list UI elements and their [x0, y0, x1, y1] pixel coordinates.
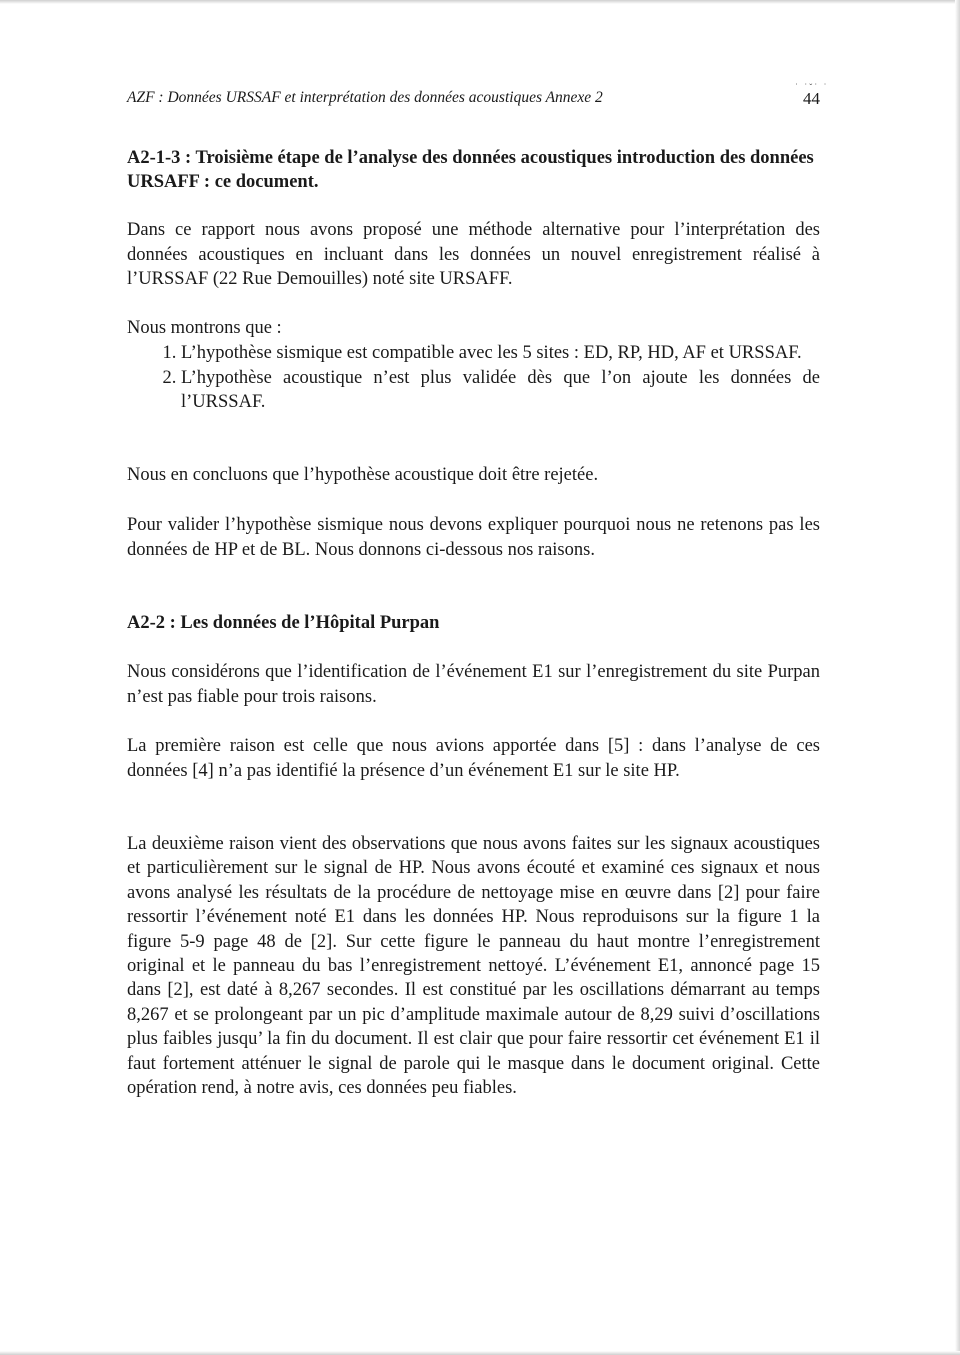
section-heading: A2-1-3 : Troisième étape de l’analyse des données acoustiques introduction des données URSAFF : ce document.	[127, 148, 814, 192]
paragraph: Nous considérons que l’identification de l’événement E1 sur l’enregistrement du site Purpan n’est pas fiable pour trois raisons.	[127, 662, 820, 707]
scan-edge-right	[955, 0, 960, 1355]
section-heading: A2-2 : Les données de l’Hôpital Purpan	[127, 613, 440, 633]
list-item: 1. L’hypothèse sismique est compatible avec les 5 sites : ED, RP, HD, AF et URSSAF.	[181, 341, 820, 366]
scan-speck-mark: ˙ ˙ˇ˙ ˙	[795, 82, 829, 92]
paragraph: La première raison est celle que nous avions apportée dans [5] : dans l’analyse de ces données [4] n’a pas identifié la présence d’un événement E1 sur le site HP.	[127, 736, 820, 781]
paragraph: Pour valider l’hypothèse sismique nous devons expliquer pourquoi nous ne retenons pas les données de HP et de BL. Nous donnons ci-dessous nos raisons.	[127, 515, 820, 560]
numbered-list	[127, 341, 820, 415]
list-item: 2. L’hypothèse acoustique n’est plus validée dès que l’on ajoute les données de l’URSSAF.	[181, 366, 820, 415]
paragraph: Nous montrons que :	[127, 318, 282, 338]
running-header-title: AZF : Données URSSAF et interprétation des données acoustiques Annexe 2	[127, 89, 603, 106]
paragraph: La deuxième raison vient des observations que nous avons faites sur les signaux acoustiques et particulièrement sur le signal de HP. Nous avons écouté et examiné ces signaux et nous avons analysé les résultats de la procédure de nettoyage mise en œuvre dans [2] pour faire ressortir l’événement noté E1 dans les données HP. Nous reproduisons sur la figure 1 la figure 5-9 page 48 de [2]. Sur cette figure le panneau du haut montre l’enregistrement original et le panneau du bas l’enregistrement nettoyé. L’événement E1, annoncé page 15 dans [2], est daté à 8,267 secondes. Il est constitué par les oscillations démarrant au temps 8,267 et se prolongeant par un pic d’amplitude maximale autour de 8,29 suivi d’oscillations plus faibles jusqu’ la fin du document. Il est clair que pour faire ressortir cet événement E1 il faut fortement atténuer le signal de parole qui le masque dans le document original. Cette opération rend, à notre avis, ces données peu fiables.	[127, 834, 820, 1099]
scan-edge-top	[0, 0, 960, 4]
paragraph: Dans ce rapport nous avons proposé une méthode alternative pour l’interprétation des données acoustiques en incluant dans les données un nouvel enregistrement réalisé à l’URSSAF (22 Rue Demouilles) noté site URSAFF.	[127, 220, 820, 289]
scan-edge-bottom	[0, 1351, 960, 1355]
paragraph: Nous en concluons que l’hypothèse acoustique doit être rejetée.	[127, 465, 599, 485]
running-header	[127, 89, 820, 107]
page-number: 44	[803, 89, 820, 108]
